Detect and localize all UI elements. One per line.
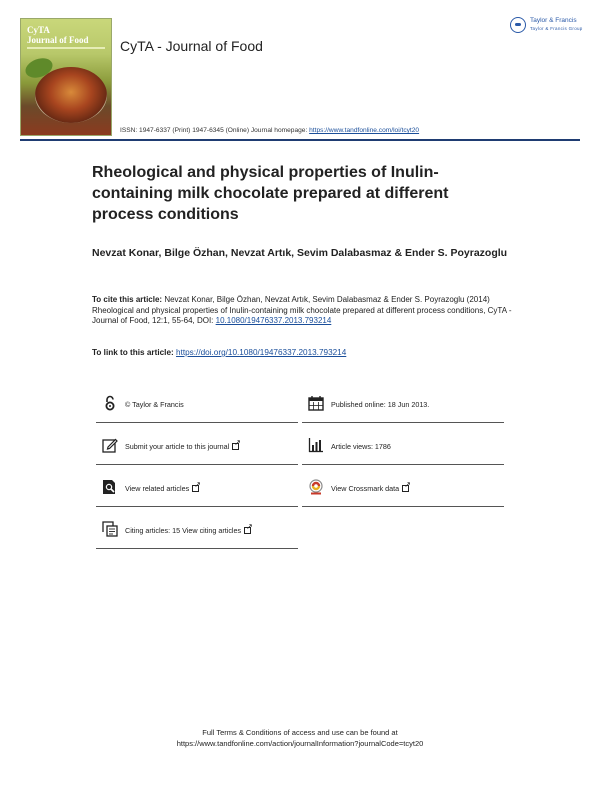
- external-link-icon: [192, 485, 199, 492]
- article-title: Rheological and physical properties of Inulin-containing milk chocolate prepared at different process conditions: [92, 164, 449, 223]
- views-row: [302, 428, 504, 465]
- article-url-link[interactable]: https://doi.org/10.1080/19476337.2013.793214: [176, 348, 347, 357]
- crossmark-link[interactable]: [331, 484, 409, 493]
- header-divider: [20, 139, 580, 141]
- published-date-text: Published online: 18 Jun 2013.: [331, 400, 430, 409]
- publisher-logo-name: Taylor & Francis: [530, 17, 577, 24]
- citation-label: To cite this article:: [92, 295, 165, 304]
- copyright-text: © Taylor & Francis: [125, 400, 184, 409]
- external-link-icon: [244, 527, 251, 534]
- citing-row[interactable]: [96, 512, 298, 549]
- cover-food-plate: [35, 67, 107, 123]
- open-access-icon: [102, 395, 118, 411]
- external-link-icon: [232, 443, 239, 450]
- edit-icon: [102, 437, 118, 453]
- bar-chart-icon: [308, 437, 324, 453]
- article-link-line: [92, 348, 346, 357]
- publisher-logo: [510, 16, 582, 36]
- citation-block: [92, 295, 512, 327]
- citing-icon: [102, 521, 118, 537]
- article-authors: Nevzat Konar, Bilge Özhan, Nevzat Artık, Sevim Dalabasmaz & Ender S. Poyrazoglu: [92, 247, 508, 259]
- citing-articles-label: Citing articles: 15 View citing articles: [125, 526, 242, 535]
- crossmark-label: View Crossmark data: [331, 484, 400, 493]
- related-articles-label: View related articles: [125, 484, 190, 493]
- search-document-icon: [102, 479, 118, 495]
- article-views-text: Article views: 1786: [331, 442, 391, 451]
- submit-article-link[interactable]: [125, 442, 239, 451]
- cover-title: [27, 25, 107, 45]
- copyright-row: [96, 386, 298, 423]
- journal-homepage-link[interactable]: https://www.tandfonline.com/loi/tcyt20: [309, 127, 420, 134]
- tf-logo-icon: [510, 17, 526, 33]
- article-link-label: To link to this article:: [92, 348, 177, 357]
- cover-subtitle-bar: [27, 47, 105, 49]
- published-row: [302, 386, 504, 423]
- doi-link[interactable]: 10.1080/19476337.2013.793214: [215, 316, 332, 326]
- crossmark-row[interactable]: [302, 470, 504, 507]
- footer-terms-line: Full Terms & Conditions of access and use can be found at: [202, 728, 398, 737]
- issn-line: [120, 127, 419, 134]
- calendar-icon: [308, 395, 324, 411]
- journal-name: CyTA - Journal of Food: [120, 38, 263, 54]
- journal-cover-image: [20, 18, 112, 136]
- publisher-logo-group: Taylor & Francis Group: [530, 26, 583, 31]
- crossmark-icon: [308, 479, 324, 495]
- citing-articles-link[interactable]: [125, 526, 251, 535]
- external-link-icon: [402, 485, 409, 492]
- issn-text: ISSN: 1947-6337 (Print) 1947-6345 (Online) Journal homepage:: [120, 127, 310, 134]
- related-articles-link[interactable]: [125, 484, 199, 493]
- footer-terms-url[interactable]: https://www.tandfonline.com/action/journalInformation?journalCode=tcyt20: [176, 739, 424, 748]
- submit-article-label: Submit your article to this journal: [125, 442, 230, 451]
- cover-title-line2: Journal of Food: [27, 35, 89, 45]
- submit-row[interactable]: [96, 428, 298, 465]
- related-row[interactable]: [96, 470, 298, 507]
- cover-title-line1: CyTA: [27, 25, 50, 35]
- citation-text: Nevzat Konar, Bilge Özhan, Nevzat Artık, Sevim Dalabasmaz & Ender S. Poyrazoglu (2014) Rheological and physical properties of Inulin-containing milk chocolate prepared at different process conditions, CyTA - Journal of Food, 12:1, 55-64, DOI:: [92, 295, 512, 326]
